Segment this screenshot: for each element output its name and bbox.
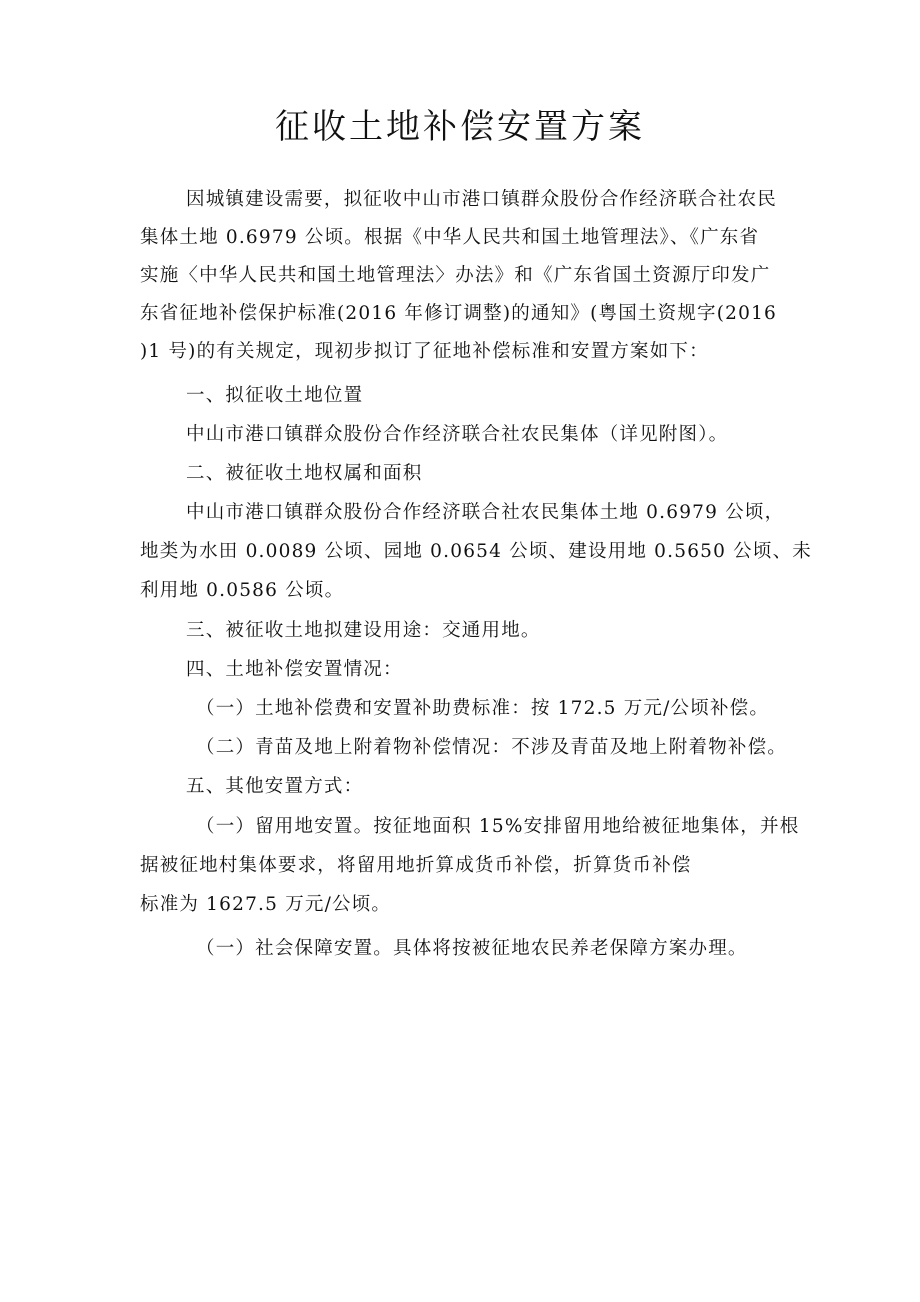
- intro-line-5: )1 号)的有关规定，现初步拟订了征地补偿标准和安置方案如下：: [140, 341, 709, 362]
- section2-line-1: 中山市港口镇群众股份合作经济联合社农民集体土地 0.6979 公顷，: [186, 502, 785, 523]
- section4-heading: 四、土地补偿安置情况：: [186, 659, 403, 680]
- section4-item-1: （一）土地补偿费和安置补助费标准：按 172.5 万元/公顷补偿。: [196, 698, 770, 719]
- document-title: 征收土地补偿安置方案: [275, 107, 645, 147]
- section1-heading: 一、拟征收土地位置: [186, 385, 364, 406]
- intro-line-4: 东省征地补偿保护标准(2016 年修订调整)的通知》(粤国土资规字(2016: [140, 303, 778, 324]
- section2-heading: 二、被征收土地权属和面积: [186, 463, 423, 484]
- section3-text: 三、被征收土地拟建设用途：交通用地。: [186, 620, 541, 641]
- section1-body: 中山市港口镇群众股份合作经济联合社农民集体（详见附图）。: [186, 424, 729, 445]
- section5-item-1-line-1: （一）留用地安置。按征地面积 15%安排留用地给被征地集体，并根: [196, 816, 800, 837]
- intro-line-3: 实施〈中华人民共和国土地管理法〉办法》和《广东省国土资源厅印发广: [140, 265, 771, 286]
- intro-line-2: 集体土地 0.6979 公顷。根据《中华人民共和国土地管理法》、《广东省: [140, 227, 760, 248]
- section5-item-1-line-3: 标准为 1627.5 万元/公顷。: [140, 894, 392, 915]
- section5-item-1-line-2: 据被征地村集体要求，将留用地折算成货币补偿，折算货币补偿: [140, 855, 692, 876]
- intro-line-1: 因城镇建设需要，拟征收中山市港口镇群众股份合作经济联合社农民: [186, 189, 778, 210]
- section4-item-2: （二）青苗及地上附着物补偿情况：不涉及青苗及地上附着物补偿。: [196, 737, 788, 758]
- section2-line-3: 利用地 0.0586 公顷。: [140, 580, 345, 601]
- section5-heading: 五、其他安置方式：: [186, 776, 364, 797]
- section2-line-2: 地类为水田 0.0089 公顷、园地 0.0654 公顷、建设用地 0.5650 公顷、未: [140, 541, 812, 562]
- section5-item-2: （一）社会保障安置。具体将按被征地农民养老保障方案办理。: [196, 938, 748, 959]
